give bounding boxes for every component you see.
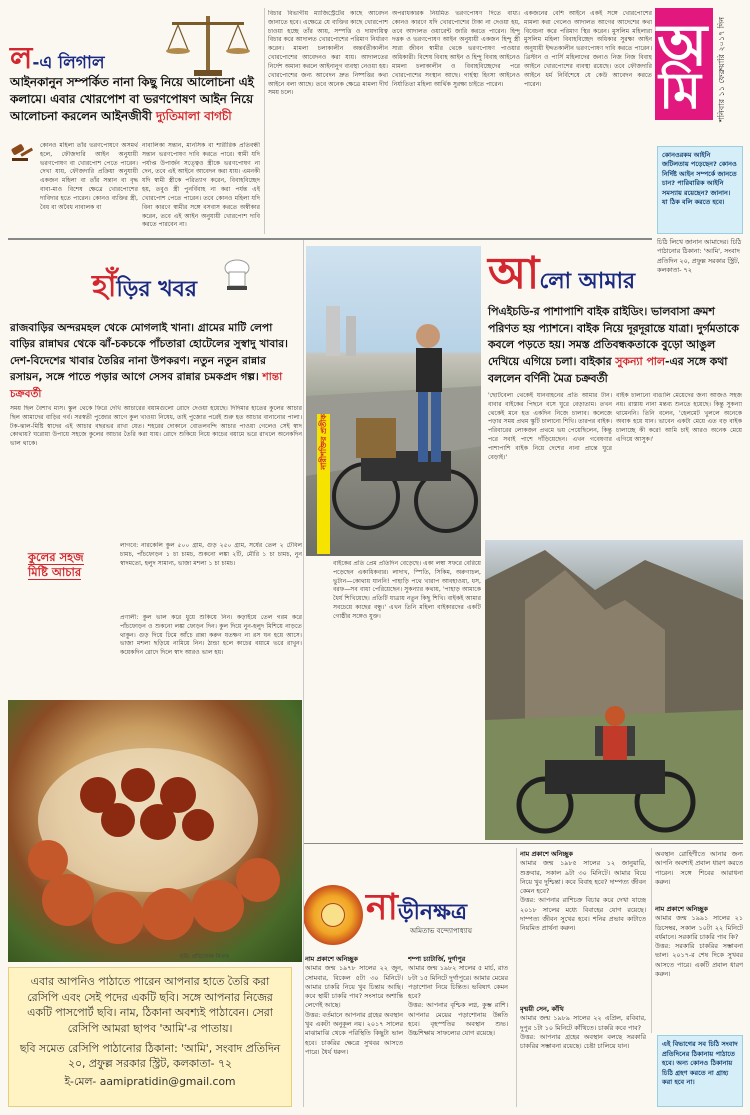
astro-q3-name: নাম প্রকাশে অনিচ্ছুক [520,850,573,858]
astro-q1 [305,955,403,1107]
astro-q2-name: শম্পা চ্যাটার্জি, দুর্গাপুর [408,955,466,963]
astro-a3-text: উত্তর: আপনার রাশিচক্র বিচার করে দেখা যাচ্ছে ২০১৮ সালের মধ্যে বিবাহের যোগ রয়েছে। দাম্পত্য জীবন সুখের হবে। শনির প্রভাব কাটাতে নিয়মিত প্রার্থনা করুন। [520,896,646,933]
astro-a2-text: উত্তর: আপনার বৃশ্চিক লগ্ন, কুম্ভ রাশি। আপনার মেয়ের পড়াশোনায় উন্নতি হবে। বৃহস্পতির অবস্থান শুভ। উচ্চশিক্ষায় সাফল্যের যোগ রয়েছে। [408,1001,508,1038]
submission-email[interactable]: ই-মেল- aamipratidin@gmail.com [64,1074,236,1088]
legal-intro-text: আইনকানুন সম্পর্কিত নানা কিছু নিয়ে আলোচনা এই কলামে। এবার খোরপোশ বা ভরণপোষণ আইন নিয়ে আলোচনা করলেন আইনজীবী [10,75,254,124]
legal-intro [10,74,260,125]
recipe-method: প্রণালী: কুল ভাল করে ধুয়ে শুকিয়ে নিন। কড়াইয়ে তেল গরম করে পাঁচফোড়ন ও শুকনো লঙ্কা ফোড়ন দিন। কুল দিয়ে নুন-হলুদ মিশিয়ে নাড়তে থাকুন। গুড় দিয়ে ঢিমে আঁচে রান্না করুন যতক্ষণ না রস ঘন হয়ে আসে। ভাজা মশলা ছড়িয়ে নামিয়ে নিন। ঠান্ডা হলে কাচের বয়ামে ভরে রাখুন। কয়েকদিন রোদে দিলে স্বাদ আরও ভাল হয়। [120,614,302,657]
astro-q3-text: আমার জন্ম ১৯৮৫ সালের ১২ জানুয়ারি, শুক্রবার, সকাল ৯টা ৩০ মিনিটে। আমার বিয়ে নিয়ে খুব দুশ্চিন্তা। কবে বিবাহ হবে? দাম্পত্য জীবন কেমন হবে? [520,859,646,896]
kuler-achar-photo [8,700,302,962]
legal-letter-address [657,238,743,275]
astro-a1-text: উত্তর: বর্তমানে আপনার গ্রহের অবস্থান খুব একটা অনুকূল নয়। ২০১৭ সালের মাঝামাঝি থেকে পরিস্থিতি কিছুটা ভাল হবে। চাকরির ক্ষেত্রে সুখবর আসতে পারে। ধৈর্য ধরুন। [305,1010,403,1056]
astro-q5 [655,850,743,900]
astro-q6-name: নাম প্রকাশে অনিচ্ছুক [655,905,708,913]
hari-author: শান্তা চক্রবর্তী [10,371,283,400]
submission-line2: ছবি সমেত রেসিপি পাঠানোর ঠিকানা: 'আমি', সংবাদ প্রতিদিন ২০, প্রফুল্ল সরকার স্ট্রিট, কলকাতা- ৭২ [19,1041,281,1071]
legal-col-a: কোনও মহিলা তাঁর ভরণপোষণে অসমর্থ হলে, ফৌজদারি আইন অনুযায়ী ভরণপোষণ বা খোরপোশ পেতে পারেন। দেখা যায়, ফৌজদারি প্রক্রিয়া অনুযায়ী একজন মহিলা বা তাঁর সন্তান বা বৃদ্ধ বাবা-মাও বিশেষ ক্ষেত্রে খোরপোশের দাবিদার হতে পারেন। কোনও ব্যক্তির স্ত্রী, বৈধ বা অবৈধ নাবালক বা [40,142,138,211]
nari-byline: অমিতাভ বন্দ্যোপাধ্যায় [410,927,472,935]
alo-title-rest: লো আমার [539,269,636,294]
astro-q4-text: আমার জন্ম ১৯৮৯ সালের ২২ এপ্রিল, রবিবার, দুপুর ১টা ১০ মিনিটে কাঁথিতে। চাকরি কবে পাব? [520,1014,646,1032]
logo-glyph-top: অ [657,11,708,79]
astro-q6-text: আমার জন্ম ১৯৯১ সালের ২১ ডিসেম্বর, সকাল ১০টা ২২ মিনিটে বর্ধমানে। সরকারি চাকরি পাব কি? [655,914,743,941]
logo-glyph-bottom: মি [659,62,702,120]
astro-q1-text: আমার জন্ম ১৯৭৮ সালের ২২ জুন, সোমবার, বিকেল ৫টা ৩০ মিনিটে। আমার চাকরি নিয়ে খুব চিন্তায় আছি। কবে স্থায়ী চাকরি পাব? সংসারে অশান্তি লেগেই আছে। [305,964,403,1010]
recipe-title-line1: কুলের সহজ [28,550,84,564]
legal-col-e: একজনের বেশি আইনে একই সঙ্গে খোরপোশের মামলা করা গেলেও আদালত আগের আদেশের কথা বিবেচনা করে পরিমাণ স্থির করেন। মুসলিম মহিলারা মুসলিম মহিলা বিবাহবিচ্ছেদ অধিকার সুরক্ষা আইন অনুযায়ী ইদ্দতকালীন ভরণপোষণ দাবি করতে পারেন। খ্রিস্টান ও পার্সি মহিলাদের জন্যও নিজ নিজ বিবাহ আইনে খোরপোশের ব্যবস্থা রয়েছে। তবে ফৌজদারি আইনে ধর্ম নির্বিশেষে যে কেউ আবেদন করতে পারেন। [524,10,652,88]
legal-col-d: অপরাধকারক নিয়মিত ভরণপোষণ দিতে বাধ্য। কোনও কারণে যদি খোরপোশের টাকা না দেওয়া হয়, তবে আদালত ওয়ারেন্ট জারি করতে পারেন। হিন্দু দত্তক ও ভরণপোষণ আইন অনুযায়ী একজন হিন্দু স্ত্রী সারা জীবন স্বামীর থেকে ভরণপোষণ পাওয়ার অধিকারী। বিশেষ বিবাহ আইন ও হিন্দু বিবাহ আইনেও মামলা চলাকালীন ও বিবাহবিচ্ছেদের পরে খোরপোশের সংস্থান আছে। গার্হস্থ্য হিংসা আইনেও নির্যাতিতা মহিলা আর্থিক সুরক্ষা চাইতে পারেন। [392,10,520,88]
astro-q5-text: অবস্থান রোহিণীতে আনার জন্য আপনি অবশ্যই প্রবাল ধারণ করতে পারেন। সঙ্গে শিবের আরাধনা করুন। [655,850,743,886]
astro-a4-text: উত্তর: আপনার গ্রহের অবস্থান বলছে সরকারি চাকরির সম্ভাবনা রয়েছে। চেষ্টা চালিয়ে যান। [520,1032,646,1051]
alo-intro-text: পিএইচডি-র পাশাপাশি বাইক রাইডিং। ভালবাসা ক্রমশ পরিণত হয় প্যাশনে। বাইক নিয়ে দূরদূরান্তে যাত্রা। দুর্গমতাকে কবলে পড়তে হয়। সমস্ত প্রতিবন্ধকতাকে বুড়ো আঙুল দেখিয়ে এগিয়ে চলা। বাইকার [488,305,739,369]
recipe-title [28,550,118,580]
astro-q6 [655,905,743,1030]
hari-story: সময় ছিল বৈশাখ মাস। স্কুল থেকে ফিরে দেখি আচারের বয়ামগুলো রোদে দেওয়া হয়েছে। দিদিমার হাতের কুলের আচার ছিল আমাদের বাড়ির গর্ব। সরস্বতী পুজোর আগে কুল খাওয়া নিষেধ, তাই পুজোর পরেই শুরু হত আচার বানানোর পালা। টক-ঝাল-মিষ্টি স্বাদের এই আচার বছরভর রাখা যেত। শহরের দোকানে বোতলবন্দি আচার পাওয়া গেলেও সেই স্বাদ কোথায়? ঘরোয়া উপায়ে সহজে কুলের আচার তৈরি করা যায়। রোদে শুকিয়ে নিয়ে কাচের বয়ামে ভরে রাখলে অনেকদিন ভাল থাকে। [10,405,302,448]
hari-intro [10,320,300,402]
letter-address-text: চিঠি লিখে জানান আমাদের। চিঠি পাঠানোর ঠিকানা: 'আমি', সংবাদ প্রতিদিন ২০, প্রফুল্ল সরকার স্ট্রিট, কলকাতা- ৭২ [657,238,742,274]
mountain-bike-photo [485,540,743,840]
recipe-title-line2: মিষ্টি আচার [28,564,82,579]
legal-col-b: নাবালিকা সন্তান, মানসিক বা শারীরিক প্রতিবন্ধী সন্তান ভরণপোষণ দাবি করতে পারে। স্বামী যদি পর্যাপ্ত উপার্জন সত্ত্বেও স্ত্রীকে ভরণপোষণ না দেন, তবে এই আইনে আবেদন করা যায়। এমনকী যদি স্বামী স্ত্রীকে পরিত্যাগ করেন, বিবাহবিচ্ছেদ হয়, তবুও স্ত্রী পুনর্বিবাহ না করা পর্যন্ত এই খোরপোশ পেতে পারেন। তবে কোনও মহিলা যদি বিনা কারণে স্বামীর সঙ্গে বসবাস করতে অস্বীকার করেন, তবে এই আইন অনুযায়ী খোরপোশ দাবি করতে পারবেন না। [142,142,260,229]
hari-title [92,262,292,313]
recipe-submission-box [8,967,292,1107]
astro-q3 [520,850,646,1000]
chef-hat-icon [222,258,252,292]
alo-col1: 'ছোটবেলা থেকেই যানবাহনের প্রতি আমার টান। বাবার বাইকের পিছনে বসে ঘুরে বেড়াতাম। তখন থেকেই মনে হত একদিন নিজে চালাব। কলেজে পড়ার সময় প্রথম স্কুটি চালানো শিখি। তারপর বাইক। পরিবারের লোকজন প্রথমে ভয় পেয়েছিলেন, কিন্তু পরে সবাই পাশে দাঁড়িয়েছেন। এখন গবেষণার পাশাপাশি বাইক নিয়ে দেশের নানা প্রান্তে ঘুরে বেড়াই।' [488,392,612,461]
astro-a6-text: উত্তর: সরকারি চাকরির সম্ভাবনা ভাল। ২০১৭-র শেষ দিকে সুখবর আসতে পারে। একটি প্রবাল ধারণ করুন। [655,942,743,978]
nari-title-prefix: না [366,887,398,928]
alo-title-prefix: আ [488,248,540,299]
achar-illustration [8,700,302,962]
scales-icon [158,10,258,80]
rider-photo [306,246,481,556]
alo-intro [488,304,742,388]
alo-intro-end: -এর সঙ্গে কথা বললেন বর্ণিনী মৈত্র চক্রবর্তী [488,355,728,385]
astro-q2-text: আমার জন্ম ১৯৮২ সালের ৫ মার্চ, রাত ৮টা ১৫ মিনিটে দুর্গাপুরে। আমার মেয়ের পড়াশোনা নিয়ে চিন্তিত। ভবিষ্যৎ কেমন হবে? [408,964,508,1001]
legal-title-rest: -এ লিগাল [32,53,105,73]
alo-col3: বাইকের প্রতি প্রেম প্রতিদিন বেড়েছে। একা লম্বা সফরে বেরিয়ে পড়েছেন একাধিকবার। লাদাখ, স্পিতি, সিকিম, অরুণাচল, ভুটান—কোথায় যাননি! পাহাড়ি পথে খারাপ আবহাওয়া, ধস, বরফ—সব বাধা পেরিয়েছেন। সুকন্যার কথায়, 'পাহাড় আমাকে ধৈর্য শিখিয়েছে। প্রতিটি যাত্রায় নতুন কিছু শিখি। বাইকই আমার সবচেয়ে কাছের বন্ধু।' এখন তিনি মহিলা বাইকারদের একটি গোষ্ঠীর সঙ্গেও যুক্ত। [333,560,481,620]
legal-col-c: বিচার বিভাগীয় ম্যাজিস্ট্রেটের কাছে আবেদন জানাতে হবে। এক্ষেত্রে যে ব্যক্তির কাছে খোরপোশ চাওয়া হচ্ছে তাঁর আয়, সম্পত্তি ও দায়দায়িত্ব বিচার করে আদালত খোরপোশের পরিমাণ নির্ধারণ করেন। মামলা চলাকালীন অন্তর্বর্তীকালীন খোরপোশের আবেদনও করা যায়। আদালতের নির্দেশ অমান্য করলে আইনানুগ ব্যবস্থা নেওয়া হয়। খোরপোশের জন্য আবেদন দ্রুত নিষ্পত্তির কথা আইনে বলা আছে। তবে অনেক ক্ষেত্রে মামলা দীর্ঘ সময় চলে। [268,10,388,97]
nari-title-rest: ড়ীনক্ষত্র [397,900,468,925]
submission-line1: এবার আপনিও পাঠাতে পারেন আপনার হাতে তৈরি করা রেসিপি এবং সেই পদের একটি ছবি। সঙ্গে আপনার নিজের একটি পাসপোর্ট ছবি। নাম, ঠিকানা অবশ্যই পাঠাবেন। সেরা রেসিপি আমরা ছাপব 'আমি'-র পাতায়। [27,975,273,1035]
mountain-illustration [485,540,743,840]
alo-name: সুকন্যা পাল [615,355,665,369]
legal-author: দ্যুতিমালা বাগচী [156,109,232,124]
astro-q4-name: মৃন্ময়ী সেন, কাঁথি [520,1005,564,1013]
photo-credit: ছবি: প্রতিবেদক নিজস্ব [180,954,230,960]
zodiac-wheel-icon [303,885,363,945]
astro-q1-name: নাম প্রকাশে অনিচ্ছুক [305,955,358,963]
rider-photo-label [317,414,330,554]
hari-title-rest: ড়ির খবর [116,277,198,302]
rider-illustration [306,246,481,556]
recipe-ingredients: লাগবে: নারকেলি কুল ৫০০ গ্রাম, গুড় ২৫০ গ্রাম, সর্ষের তেল ২ টেবিল চামচ, পাঁচফোড়ন ১ চা চামচ, শুকনো লঙ্কা ২টি, মৌরি ১ চা চামচ, নুন স্বাদমতো, হলুদ সামান্য, ভাজা মশলা ১ চা চামচ। [120,542,302,567]
astro-notice-box [657,1035,743,1107]
alo-title [488,248,668,301]
legal-contact-text: কোনওরকম আইনি জটিলতায় পড়েছেন? কোনও নির্দিষ্ট আইন সম্পর্কে জানতে চান? পারিবারিক আইনি সমস্যায় রয়েছেন? জানান। যা ঠিক বলি করতে হবে। [662,151,737,207]
astro-notice-text: এই বিভাগের সব চিঠি সংবাদ প্রতিদিনের ঠিকানায় পাঠাতে হবে। অন্য কোনও ঠিকানায় চিঠি গ্রহণ করতে না গ্রাহ্য করা হবে না। [662,1040,738,1087]
hari-intro-text: রাজবাড়ির অন্দরমহল থেকে মোগলাই খানা। গ্রামের মাটি লেপা বাড়ির রান্নাঘর থেকে ঝাঁ-চকচকে পাঁচতারা হোটেলের সুস্বাদু খাবার। দেশ-বিদেশের খাবার তৈরির নানা উপকরণ। নতুন নতুন রান্নার রসায়ন, সঙ্গে পাতে পড়ার আগে সেসব রান্নার চমকপ্রদ গল্প। [10,322,288,384]
rider-photo-label-text: নারীশক্তির প্রতীক [319,414,328,470]
legal-title-prefix: ল [10,41,33,76]
alo-col2: বাইক চালানো বাঙালি মেয়েদের জন্য আজও সহজ নয়। রাস্তায় নানা মন্তব্য শুনতে হয়েছে। কিন্তু সুকন্যা থামেননি। তিনি বলেন, 'হেলমেট খুললে অনেকে অবাক হয়ে যান। ভাবেন একটা মেয়ে এত বড় বাইক চালাচ্ছে কী করে! আমি চাই আরও অনেক মেয়ে এগিয়ে আসুক।' [616,392,742,444]
legal-contact-box [657,146,743,234]
astro-q2 [408,955,508,1107]
masthead-date: শনিবার ১১ ফেব্রুয়ারি ২০১৭ দিন [717,16,726,122]
gavel-icon [10,142,36,162]
hari-title-prefix: হাঁ [92,269,117,304]
astro-q4 [520,1005,646,1107]
masthead-logo [655,8,741,128]
